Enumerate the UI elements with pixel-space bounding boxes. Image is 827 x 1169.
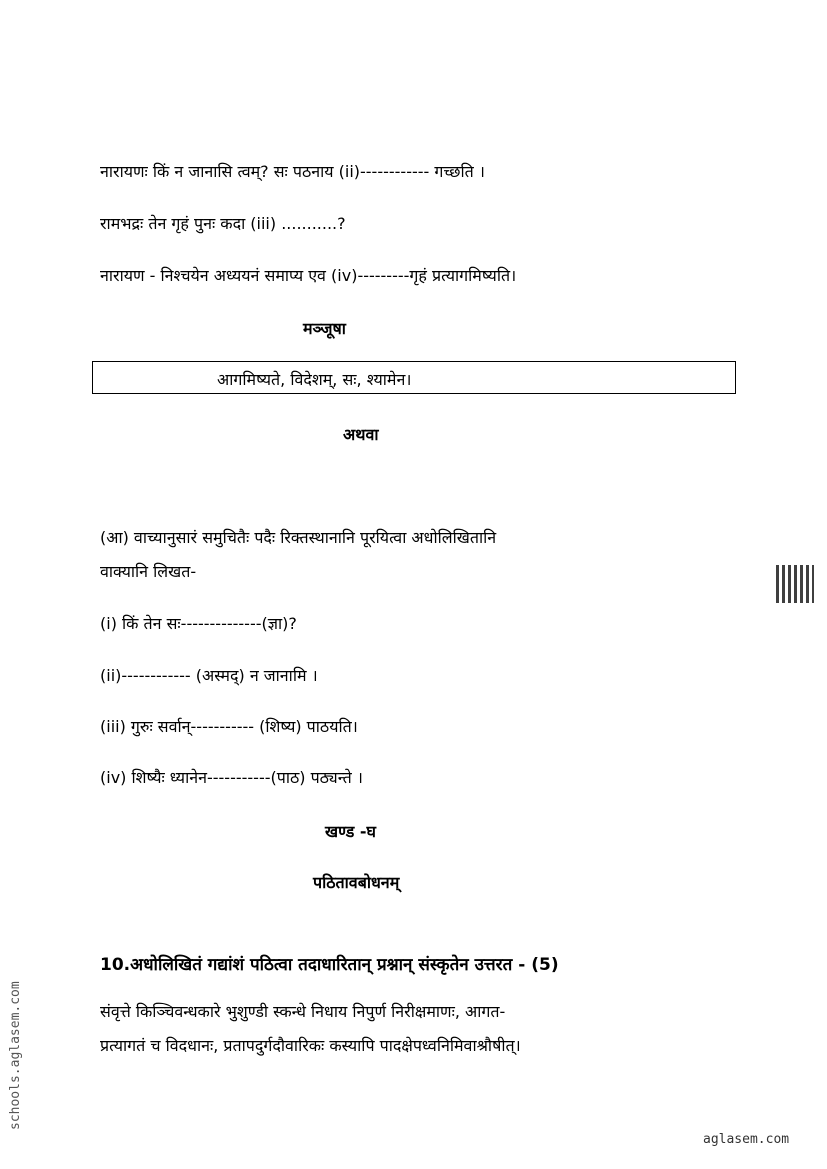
section-title: पठितावबोधनम्: [313, 873, 400, 892]
word-box-text: आगमिष्यते, विदेशम्, सः, श्यामेन।: [217, 370, 412, 389]
item-ii: (ii)------------ (अस्मद्) न जानामि ।: [100, 666, 318, 685]
athava-heading: अथवा: [343, 425, 379, 444]
bottom-watermark: aglasem.com: [703, 1132, 790, 1147]
dialogue-line-2: रामभद्रः तेन गृहं पुनः कदा (iii) ...........?: [100, 214, 346, 233]
dialogue-line-3: नारायण - निश्चयेन अध्ययनं समाप्य एव (iv)---------गृहं प्रत्यागमिष्यति।: [100, 266, 517, 285]
dialogue-line-1: नारायणः किं न जानासि त्वम्? सः पठनाय (ii)------------ गच्छति ।: [100, 162, 485, 181]
item-iii: (iii) गुरुः सर्वान्----------- (शिष्य) पाठयति।: [100, 717, 358, 736]
question-10: 10.अधोलिखितं गद्यांशं पठित्वा तदाधारितान् प्रश्नान् संस्कृतेन उत्तरत - (5): [100, 955, 559, 975]
item-i: (i) किं तेन सः--------------(ज्ञा)?: [100, 614, 297, 633]
word-box: [92, 361, 736, 394]
passage-line-2: प्रत्यागतं च विदधानः, प्रतापदुर्गदौवारिकः कस्यापि पादक्षेपध्वनिमिवाश्रौषीत्।: [100, 1036, 521, 1055]
question-aa-line-1: (आ) वाच्यानुसारं समुचितैः पदैः रिक्तस्थानानि पूरयित्वा अधोलिखितानि: [100, 528, 497, 547]
passage-line-1: संवृत्ते किञ्चिवन्धकारे भुशुण्डी स्कन्धे निधाय निपुर्ण निरीक्षमाणः, आगत-: [100, 1002, 506, 1021]
question-aa-line-2: वाक्यानि लिखत-: [100, 562, 197, 581]
qr-code-icon: [776, 565, 814, 603]
manjusha-title: मञ्जूषा: [303, 319, 346, 338]
item-iv: (iv) शिष्यैः ध्यानेन-----------(पाठ) पठ्यन्ते ।: [100, 768, 363, 787]
side-watermark: schools.aglasem.com: [8, 981, 23, 1130]
section-heading: खण्ड -घ: [325, 822, 376, 841]
